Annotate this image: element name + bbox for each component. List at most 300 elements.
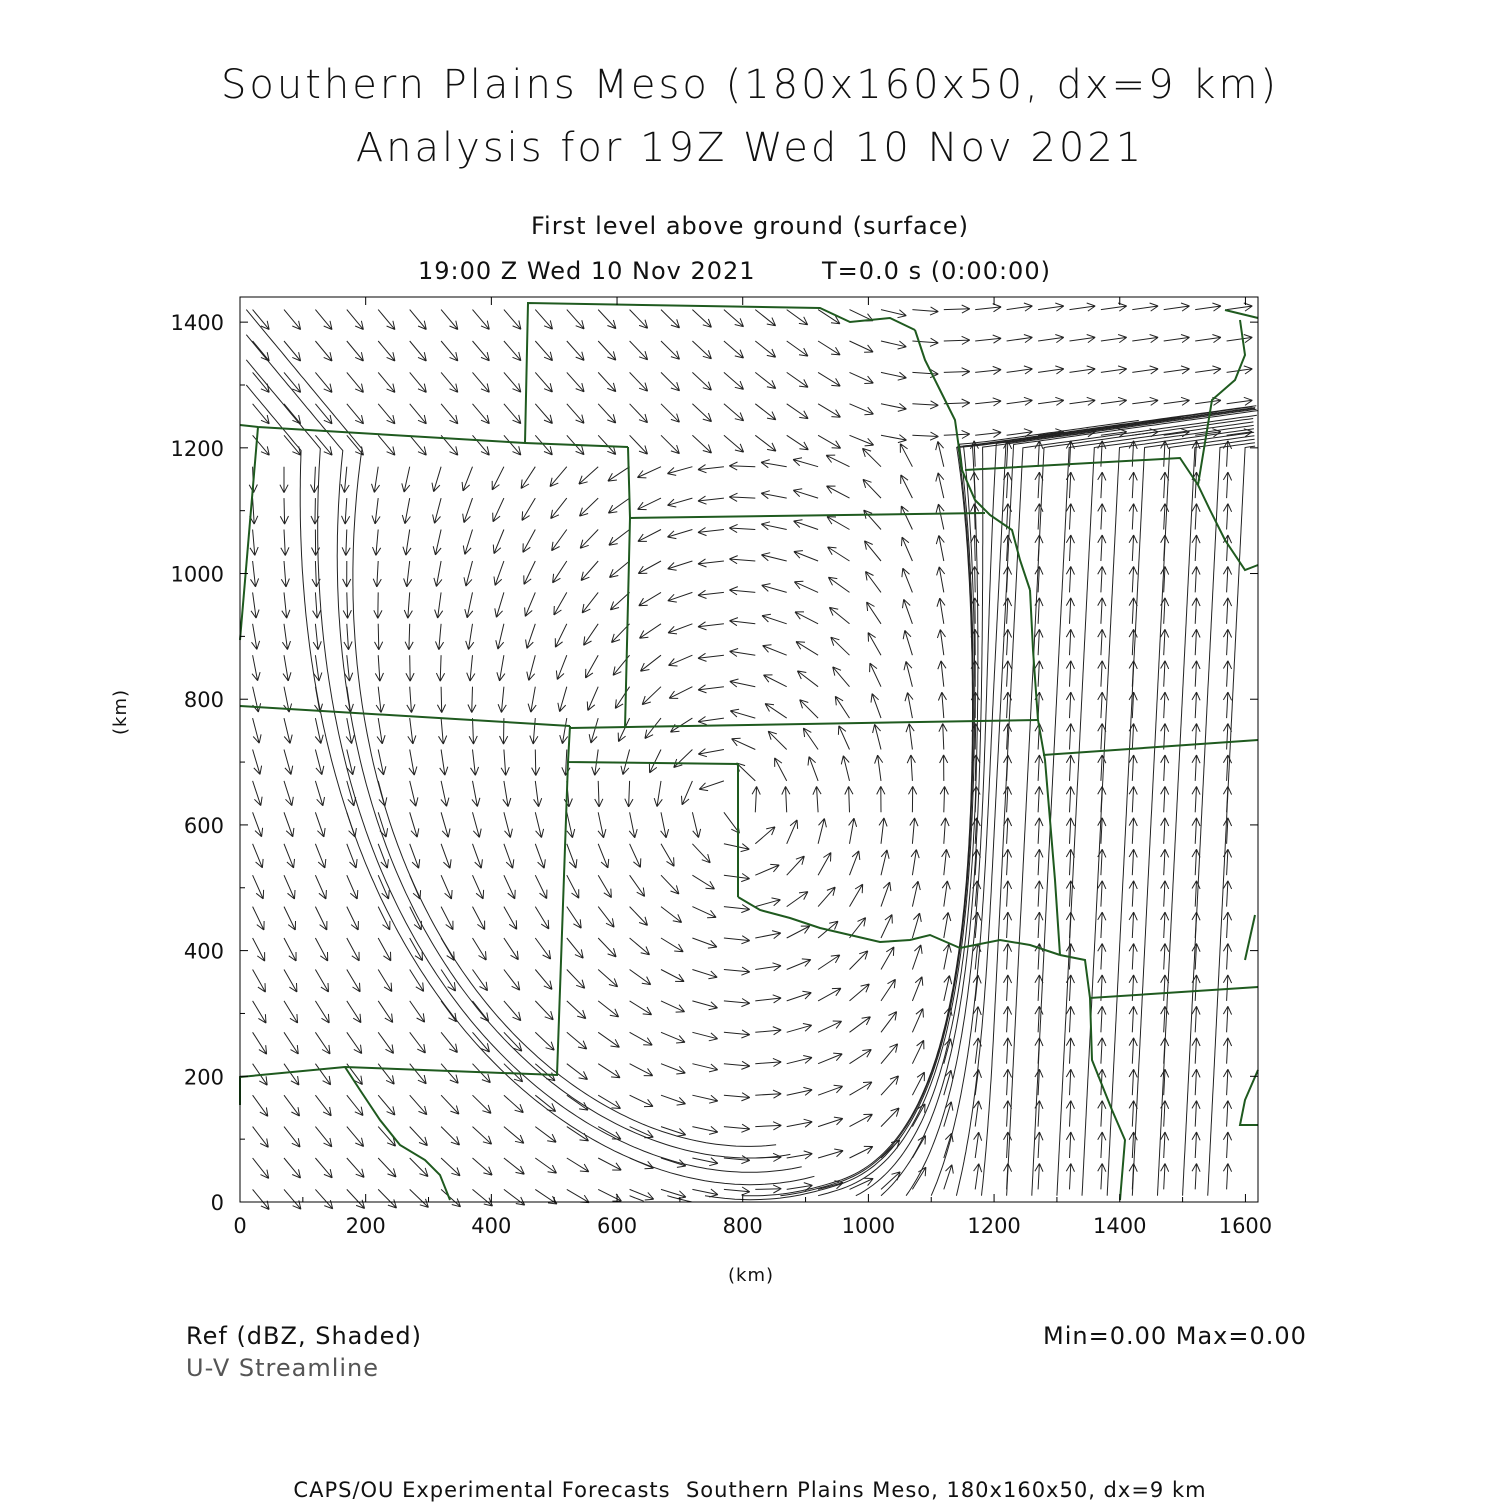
wind-vector — [873, 724, 881, 749]
wind-vector — [315, 372, 332, 392]
wind-vector — [1004, 912, 1012, 938]
border-kansas-oklahoma — [570, 720, 1038, 728]
wind-vector — [902, 568, 913, 592]
wind-vector — [441, 875, 452, 899]
wind-vector — [668, 561, 693, 570]
wind-vector — [1129, 441, 1137, 467]
wind-vector — [372, 467, 380, 493]
wind-vector — [1129, 566, 1137, 592]
wind-vector — [912, 1009, 923, 1033]
wind-vector — [1035, 1006, 1043, 1032]
wind-vector — [850, 984, 870, 1001]
wind-vector — [315, 750, 323, 775]
wind-vector — [1098, 1101, 1106, 1127]
wind-vector — [692, 404, 711, 422]
wind-vector — [598, 907, 614, 928]
wind-vector — [1192, 629, 1200, 655]
wind-vector — [283, 655, 291, 681]
wind-vector — [850, 951, 868, 970]
wind-vector — [282, 624, 290, 650]
footer-credit: CAPS/OU Experimental Forecasts Southern Plains Meso, 180x160x50, dx=9 km — [293, 1478, 1207, 1502]
wind-vector — [768, 731, 787, 749]
wind-vector — [850, 1050, 872, 1064]
wind-vector — [1066, 818, 1074, 844]
wind-vector — [284, 875, 295, 899]
wind-vector — [281, 561, 289, 587]
wind-vector — [1192, 881, 1200, 907]
wind-vector — [1101, 303, 1127, 311]
wind-vector — [347, 372, 364, 392]
border-ms-river-south — [1245, 915, 1255, 960]
wind-vector — [787, 959, 811, 970]
wind-vector — [1192, 598, 1200, 624]
wind-vector — [553, 561, 567, 583]
wind-vector — [1192, 504, 1200, 530]
wind-vector — [347, 1095, 363, 1115]
wind-vector — [598, 310, 616, 329]
wind-vector — [410, 781, 418, 806]
wind-vector — [535, 1095, 555, 1111]
wind-vector — [1035, 1164, 1043, 1190]
wind-vector — [1098, 1038, 1106, 1064]
wind-vector — [253, 1001, 266, 1023]
wind-vector — [315, 310, 332, 330]
wind-vector — [567, 1001, 586, 1019]
wind-vector — [1066, 1038, 1074, 1064]
wind-vector — [881, 947, 894, 970]
wind-vector — [534, 781, 542, 807]
wind-vector — [504, 907, 517, 930]
wind-vector — [464, 561, 473, 586]
wind-vector — [752, 786, 760, 812]
wind-vector — [1223, 504, 1231, 530]
wind-vector — [402, 498, 410, 524]
wind-vector — [315, 812, 325, 837]
wind-vector — [253, 1158, 269, 1178]
border-colorado-west — [240, 427, 258, 640]
wind-vector — [1007, 335, 1033, 343]
wind-vector — [907, 755, 915, 781]
wind-vector — [493, 498, 504, 522]
wind-vector — [587, 687, 598, 711]
wind-vector — [598, 844, 609, 868]
wind-vector — [1129, 692, 1137, 718]
wind-vector — [845, 786, 853, 812]
wind-vector — [378, 938, 391, 961]
wind-vector — [567, 875, 579, 898]
wind-vector — [661, 1064, 685, 1074]
wind-vector — [692, 310, 711, 328]
wind-vector — [567, 1158, 589, 1172]
wind-vector — [881, 1108, 899, 1127]
wind-vector — [755, 1122, 781, 1130]
wind-vector — [904, 661, 912, 686]
wind-vector — [410, 1095, 427, 1115]
wind-vector — [280, 498, 288, 524]
wind-vector — [765, 704, 787, 719]
wind-vector — [630, 310, 648, 329]
wind-vector — [525, 592, 536, 616]
wind-vector — [1223, 441, 1231, 467]
wind-vector — [668, 498, 693, 507]
wind-vector — [944, 368, 970, 376]
wind-vector — [473, 1127, 492, 1145]
y-tick-label: 1400 — [170, 311, 224, 336]
wind-vector — [535, 1127, 556, 1143]
wind-vector — [818, 1149, 843, 1158]
wind-vector — [535, 310, 552, 330]
wind-vector — [1098, 881, 1106, 907]
wind-vector — [637, 467, 661, 478]
wind-vector — [1132, 303, 1158, 311]
wind-vector — [1223, 1164, 1231, 1190]
wind-vector — [253, 341, 270, 361]
wind-vector — [1004, 944, 1012, 970]
wind-vector — [504, 875, 515, 899]
wind-vector — [504, 1189, 525, 1205]
wind-vector — [347, 1127, 364, 1147]
wind-vector — [881, 403, 906, 411]
wind-vector — [912, 401, 938, 409]
wind-vector — [595, 781, 603, 807]
wind-vector — [755, 1090, 781, 1098]
wind-vector — [253, 1095, 268, 1116]
x-tick-label: 200 — [345, 1214, 386, 1238]
wind-vector — [618, 718, 629, 742]
min-max-label: Min=0.00 Max=0.00 — [1043, 1322, 1307, 1350]
wind-vector — [800, 700, 818, 718]
wind-vector — [311, 467, 319, 493]
wind-vector — [975, 335, 1001, 343]
wind-vector — [522, 498, 535, 520]
wind-vector — [494, 561, 504, 585]
wind-vector — [407, 687, 415, 713]
wind-vector — [504, 812, 513, 837]
wind-vector — [535, 844, 545, 868]
wind-vector — [284, 1032, 298, 1054]
wind-vector — [504, 1095, 523, 1112]
wind-vector — [315, 844, 325, 868]
wind-vector — [1161, 849, 1169, 875]
wind-vector — [1004, 1038, 1012, 1064]
wind-vector — [661, 372, 680, 390]
wind-vector — [440, 750, 448, 776]
wind-vector — [284, 812, 294, 837]
wind-vector — [347, 1158, 364, 1177]
border-iowa-ne — [1225, 310, 1258, 318]
wind-vector — [668, 592, 693, 602]
wind-vector — [850, 435, 874, 446]
wind-vector — [532, 750, 540, 776]
wind-vector — [504, 435, 521, 455]
wind-vector — [818, 887, 835, 907]
wind-vector — [1192, 1101, 1200, 1127]
x-tick-label: 1000 — [841, 1214, 896, 1238]
wind-vector — [284, 718, 292, 743]
wind-vector — [284, 1189, 301, 1209]
wind-vector — [692, 435, 711, 453]
wind-vector — [315, 875, 326, 899]
wind-vector — [528, 687, 536, 713]
wind-vector — [755, 1058, 781, 1066]
wind-vector — [598, 1095, 620, 1108]
wind-vector — [850, 851, 860, 875]
wind-vector — [638, 561, 661, 574]
wind-vector — [467, 655, 475, 681]
wind-vector — [406, 655, 414, 681]
wind-vector — [877, 786, 885, 812]
wind-vector — [555, 624, 567, 647]
border-colorado-north — [240, 425, 628, 447]
wind-vector — [1066, 786, 1074, 812]
wind-vector — [598, 341, 616, 360]
wind-vector — [630, 1032, 653, 1045]
wind-vector — [881, 850, 889, 875]
wind-vector — [630, 1064, 653, 1076]
wind-vector — [881, 1076, 899, 1095]
wind-vector — [793, 489, 818, 498]
wind-vector — [1035, 1069, 1043, 1095]
wind-vector — [469, 718, 477, 744]
wind-vector — [1066, 535, 1074, 561]
title-line-1: Southern Plains Meso (180x160x50, dx=9 km) — [220, 62, 1280, 108]
wind-vector — [468, 687, 476, 713]
wind-vector — [441, 907, 453, 930]
wind-vector — [472, 781, 480, 807]
wind-vector — [1223, 1101, 1231, 1127]
wind-vector — [1164, 335, 1190, 343]
wind-vector — [863, 479, 881, 498]
wind-vector — [737, 763, 756, 781]
wind-vector — [724, 905, 750, 913]
wind-vector — [552, 530, 567, 551]
wind-vector — [347, 970, 360, 992]
wind-vector — [441, 372, 458, 392]
wind-vector — [463, 530, 472, 555]
wind-vector — [1035, 818, 1043, 844]
wind-vector — [755, 931, 781, 939]
wind-vector — [850, 341, 874, 352]
wind-vector — [1223, 629, 1231, 655]
wind-vector — [1223, 1069, 1231, 1095]
y-tick-label: 400 — [183, 939, 224, 964]
wind-vector — [436, 624, 444, 650]
wind-vector — [1066, 1132, 1074, 1158]
wind-vector — [1161, 1006, 1169, 1032]
wind-vector — [661, 844, 674, 867]
wind-vector — [818, 404, 840, 417]
wind-vector — [1066, 692, 1074, 718]
wind-vector — [692, 907, 716, 918]
wind-vector — [1223, 818, 1231, 844]
wind-vector — [284, 435, 301, 455]
wind-vector — [1038, 366, 1064, 374]
wind-vector — [698, 496, 724, 504]
wind-vector — [1004, 1132, 1012, 1158]
wind-vector — [864, 510, 881, 529]
wind-vector — [724, 310, 744, 327]
wind-vector — [1192, 566, 1200, 592]
wind-vector — [827, 517, 850, 530]
wind-vector — [341, 467, 349, 493]
wind-vector — [1004, 881, 1012, 907]
wind-vector — [284, 907, 296, 930]
border-colorado-nm — [240, 706, 570, 726]
wind-vector — [410, 1189, 429, 1207]
wind-vector — [912, 1167, 926, 1189]
wind-vector — [850, 1082, 872, 1095]
wind-vector — [315, 938, 327, 961]
wind-vector — [639, 592, 661, 605]
wind-vector — [1192, 1132, 1200, 1158]
wind-vector — [492, 467, 504, 490]
wind-vector — [638, 530, 661, 542]
wind-vector — [347, 435, 364, 455]
wind-vector — [795, 612, 818, 624]
wind-vector — [1129, 849, 1137, 875]
wind-vector — [724, 874, 750, 882]
wind-vector — [761, 460, 787, 468]
wind-vector — [408, 718, 416, 744]
wind-vector — [1066, 629, 1074, 655]
wind-vector — [1223, 1132, 1231, 1158]
wind-vector — [944, 305, 970, 313]
wind-vector — [724, 372, 744, 389]
wind-vector — [535, 435, 552, 455]
wind-vector — [936, 504, 944, 529]
wind-vector — [818, 1021, 842, 1032]
border-iowa-missouri — [965, 458, 1198, 485]
wind-vector — [692, 970, 717, 979]
wind-vector — [850, 1114, 873, 1126]
wind-vector — [567, 1127, 589, 1141]
streamline — [1007, 419, 1254, 1196]
wind-vector — [465, 592, 473, 617]
wind-vector — [1161, 504, 1169, 530]
wind-vector — [729, 462, 755, 470]
wind-vector — [692, 1001, 717, 1010]
wind-vector — [1129, 535, 1137, 561]
wind-vector — [378, 404, 395, 424]
wind-vector — [906, 724, 914, 750]
wind-vector — [610, 561, 630, 578]
wind-vector — [378, 907, 390, 930]
wind-vector — [638, 498, 661, 510]
streamline — [818, 407, 1252, 1196]
wind-vector — [1161, 818, 1169, 844]
wind-vector — [1195, 366, 1221, 374]
wind-vector — [1223, 755, 1231, 781]
wind-vector — [630, 341, 648, 360]
wind-vector — [253, 687, 261, 712]
wind-vector — [661, 970, 684, 982]
wind-vector — [567, 372, 584, 391]
wind-vector — [567, 1095, 588, 1110]
wind-vector — [1066, 504, 1074, 530]
wind-vector — [1129, 629, 1137, 655]
wind-vector — [282, 592, 290, 618]
wind-vector — [435, 592, 443, 618]
wind-vector — [1164, 366, 1190, 374]
wind-vector — [250, 530, 258, 556]
wind-vector — [598, 435, 616, 454]
wind-vector — [598, 1127, 621, 1140]
wind-vector — [871, 694, 881, 719]
wind-vector — [1129, 755, 1137, 781]
streamline — [1032, 422, 1254, 1196]
wind-vector — [818, 988, 841, 1001]
streamline — [1107, 432, 1254, 1195]
wind-vector — [692, 1126, 717, 1134]
wind-vector — [253, 781, 263, 806]
wind-vector — [1132, 335, 1158, 343]
wind-vector — [835, 696, 849, 718]
wind-vector — [850, 404, 874, 415]
wind-vector — [523, 530, 535, 553]
wind-vector — [372, 498, 380, 524]
wind-vector — [253, 1189, 270, 1209]
wind-vector — [535, 1001, 553, 1020]
wind-vector — [527, 655, 536, 680]
wind-vector — [1035, 1132, 1043, 1158]
wind-vector — [909, 786, 917, 812]
wind-vector — [1101, 397, 1127, 405]
border-red-river — [738, 897, 1060, 955]
wind-vector — [630, 1189, 654, 1200]
wind-vector — [661, 812, 669, 838]
wind-vector — [730, 709, 755, 718]
wind-vector — [1066, 1164, 1074, 1190]
wind-vector — [1161, 692, 1169, 718]
wind-vector — [911, 850, 919, 876]
wind-vector — [473, 372, 490, 392]
wind-vector — [787, 820, 798, 844]
wind-vector — [378, 1189, 396, 1208]
wind-vector — [1192, 1006, 1200, 1032]
wind-vector — [1098, 566, 1106, 592]
wind-vector — [524, 561, 536, 584]
wind-vector — [280, 467, 288, 493]
wind-vector — [1227, 335, 1253, 343]
wind-vector — [315, 781, 324, 806]
wind-vector — [504, 1127, 524, 1144]
wind-vector — [1004, 661, 1012, 687]
wind-vector — [1004, 849, 1012, 875]
border-rio-grande — [345, 1067, 450, 1200]
wind-vector — [251, 592, 259, 618]
wind-vector — [410, 1127, 428, 1146]
wind-vector — [377, 718, 385, 744]
wind-vector — [936, 535, 944, 561]
wind-vector — [828, 547, 850, 561]
wind-vector — [1161, 1132, 1169, 1158]
wind-vector — [630, 404, 648, 423]
wind-vector — [1161, 881, 1169, 907]
wind-vector — [437, 687, 445, 713]
wind-vector — [682, 781, 693, 805]
wind-vector — [1132, 366, 1158, 374]
wind-vector — [504, 1158, 524, 1174]
wind-vector — [912, 370, 938, 378]
wind-vector — [905, 693, 913, 719]
wind-vector — [1192, 944, 1200, 970]
wind-vector — [1192, 692, 1200, 718]
wind-vector — [567, 341, 584, 360]
wind-vector — [610, 592, 629, 610]
wind-vector — [346, 718, 354, 744]
wind-vector — [838, 726, 849, 750]
wind-vector — [342, 498, 350, 524]
